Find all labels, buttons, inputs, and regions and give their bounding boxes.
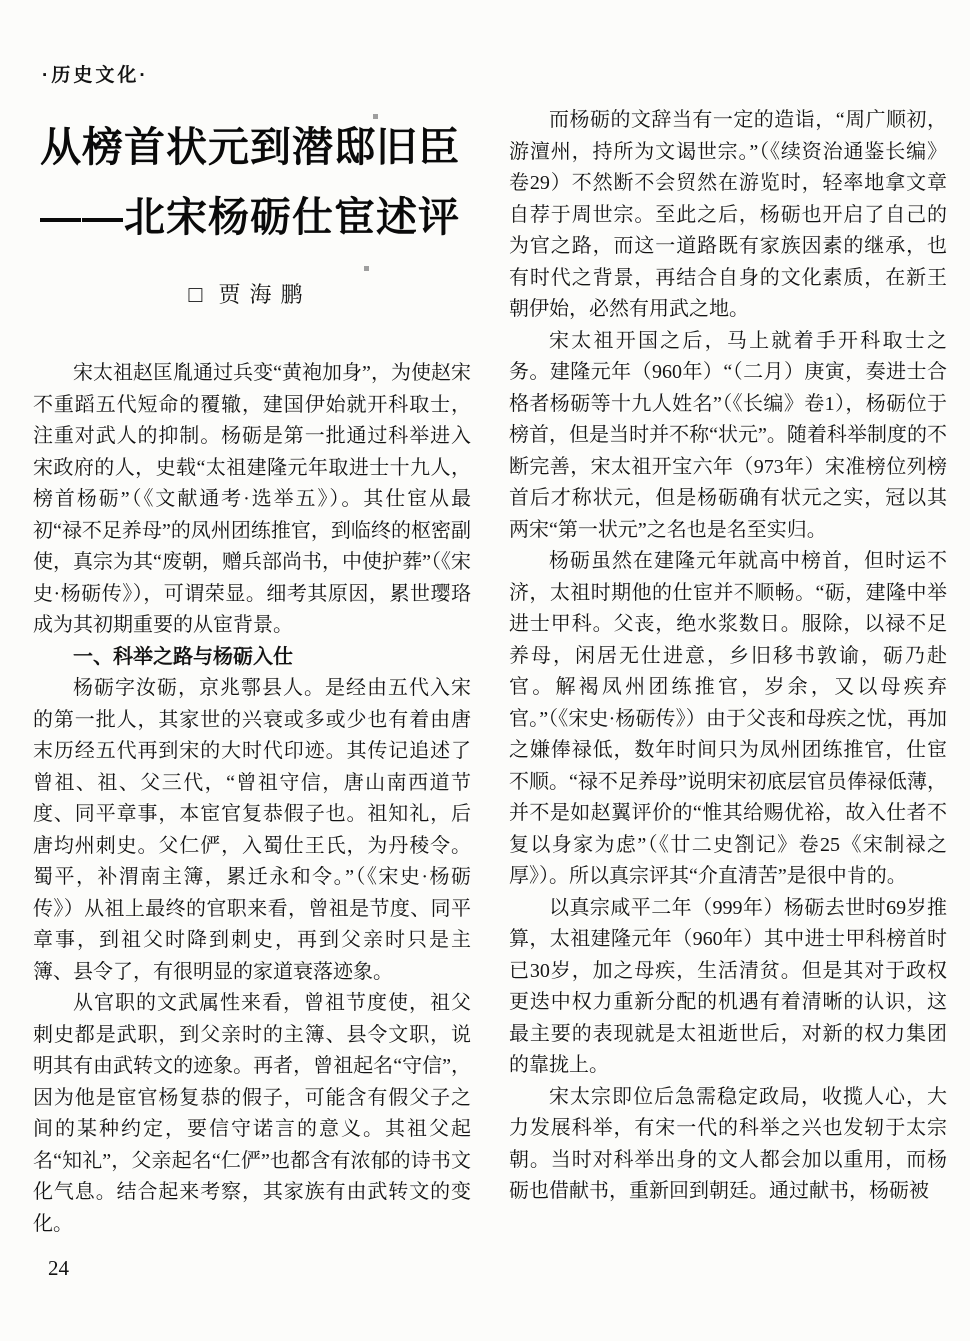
article-title: [28, 112, 472, 252]
category-label: ·历史文化·: [42, 65, 149, 86]
author-box-icon: □: [188, 282, 203, 307]
page-number: 24: [48, 1256, 69, 1280]
paragraph-family-history: 杨砺字汝砺，京兆鄠县人。是经由五代入宋的第一批人，其家世的兴衰或多或少也有着由唐末历经五代再到宋的大时代印迹。其传记追述了曾祖、祖、父三代，“曾祖守信，唐山南西道节度、同平章事，本宦官复恭假子也。祖知礼，后唐均州刺史。父仁俨，入蜀仕王氏，为丹稜令。蜀平，补渭南主簿，累迁永和令。”（《宋史·杨砺传》）从祖上最终的官职来看，曾祖是节度、同平章事，到祖父时降到刺史，再到父亲时只是主簿、县令了，有很明显的家道衰落迹象。: [33, 677, 471, 983]
left-column: [33, 358, 471, 1240]
author-line: [28, 278, 472, 309]
paragraph-age-estimate: 以真宗咸平二年（999年）杨砺去世时69岁推算，太祖建隆元年（960年）其中进士甲科榜首时已30岁，加之母疾，生活清贫。但是其对于政权更迭中权力重新分配的机遇有着清晰的认识，这最主要的表现就是太祖逝世后，对新的权力集团的靠拢上。: [509, 896, 947, 1076]
paragraph-first-exam: 宋太祖开国之后，马上就着手开科取士之务。建隆元年（960年）“（二月）庚寅，奏进士合格者杨砺等十九人姓名”（《长编》卷1），杨砺位于榜首，但是当时并不称“状元”。随着科举制度的不断完善，宋太祖开宝六年（973年）宋准榜位列榜首后才称状元，但是杨砺确有状元之实，冠以其两宋“第一状元”之名也是名至实归。: [509, 329, 947, 541]
title-line-1: 从榜首状元到潜邸旧臣: [40, 124, 460, 170]
section-heading-1: 一、科举之路与杨砺入仕: [73, 645, 293, 668]
paragraph-intro: 宋太祖赵匡胤通过兵变“黄袍加身”，为使赵宋不重蹈五代短命的覆辙，建国伊始就开科取士，注重对武人的抑制。杨砺是第一批通过科举进入宋政府的人，史载“太祖建隆元年取进士十九人，榜首杨砺”（《文献通考·选举五》）。其仕宦从最初“禄不足养母”的凤州团练推官，到临终的枢密副使，真宗为其“废朝，赠兵部尚书，中使护葬”（《宋史·杨砺传》），可谓荣显。细考其原因，累世璎珞成为其初期重要的从宦背景。: [33, 362, 471, 636]
title-line-2: ——北宋杨砺仕宦述评: [40, 194, 460, 240]
scan-artifact: [373, 114, 378, 119]
paragraph-early-career: 杨砺虽然在建隆元年就高中榜首，但时运不济，太祖时期他的仕宦并不顺畅。“砺，建隆中举进士甲科。父丧，绝水浆数日。服除，以禄不足养母，闲居无仕进意，乡旧移书敦谕，砺乃赴官。解褐凤州团练推官，岁余，又以母疾弃官。”（《宋史·杨砺传》）由于父丧和母疾之忧，再加之嫌俸禄低，数年时间只为凤州团练推官，仕宦不顺。“禄不足养母”说明宋初底层官员俸禄低薄，并不是如赵翼评价的“惟其给赐优裕，故入仕者不复以身家为虑”（《廿二史劄记》卷25《宋制禄之厚》）。所以真宗评其“介直清苦”是很中肯的。: [509, 550, 947, 887]
author-name: 贾海鹏: [218, 282, 312, 307]
paragraph-office-analysis: 从官职的文武属性来看，曾祖节度使，祖父刺史都是武职，到父亲时的主簿、县令文职，说明其有由武转文的迹象。再者，曾祖起名“守信”，因为他是宦官杨复恭的假子，可能含有假父子之间的某种约定，要信守诺言的意义。其祖父起名“知礼”，父亲起名“仁俨”也都含有浓郁的诗书文化气息。结合起来考察，其家族有由武转文的变化。: [33, 992, 471, 1235]
scan-artifact: [364, 266, 369, 271]
paragraph-literary-talent: 而杨砺的文辞当有一定的造诣，“周广顺初，游澶州，持所为文谒世宗。”（《续资治通鉴长编》卷29）不然断不会贸然在游览时，轻率地拿文章自荐于周世宗。至此之后，杨砺也开启了自己的为官之路，而这一道路既有家族因素的继承，也有时代之背景，再结合自身的文化素质，在新王朝伊始，必然有用武之地。: [509, 109, 947, 320]
right-column: [509, 105, 947, 1208]
paragraph-taizong-era: 宋太宗即位后急需稳定政局，收揽人心，大力发展科举，有宋一代的科举之兴也发轫于太宗朝。当时对科举出身的文人都会加以重用，而杨砺也借献书，重新回到朝廷。通过献书，杨砺被: [509, 1085, 947, 1202]
